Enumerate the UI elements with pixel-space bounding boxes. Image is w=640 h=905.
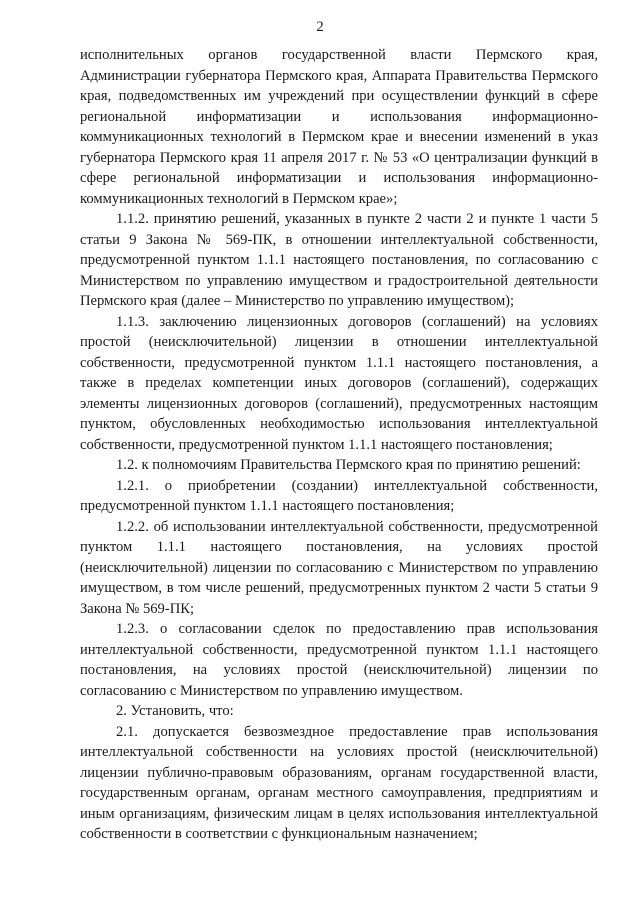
paragraph-1-1-3: 1.1.3. заключению лицензионных договоров (соглашений) на условиях простой (неисключительной) лицензии в отношении интеллектуальной собственности, предусмотренной пунктом 1.1.1 настоящего постановления, а также в пределах компетенции иных договоров (соглашений), содержащих элементы лицензионных договоров (соглашений), предусмотренных настоящим пунктом, обусловленных необходимостью использования интеллектуальной собственности, предусмотренной пунктом 1.1.1 настоящего постановления; (80, 313, 598, 453)
paragraph-1-2: 1.2. к полномочиям Правительства Пермского края по принятию решений: (116, 457, 581, 473)
document-body (80, 45, 598, 845)
page-number: 2 (316, 19, 324, 35)
paragraph-2: 2. Установить, что: (116, 703, 234, 719)
paragraph-1-2-2: 1.2.2. об использовании интеллектуальной собственности, предусмотренной пунктом 1.1.1 настоящего постановления, на условиях простой (неисключительной) лицензии по согласованию с Министерством по управлению имуществом, в том числе решений, предусмотренных пунктом 2 части 5 статьи 9 Закона № 569-ПК; (80, 518, 598, 617)
paragraph-1-2-3: 1.2.3. о согласовании сделок по предоставлению прав использования интеллектуальной собственности, предусмотренной пунктом 1.1.1 настоящего постановления, на условиях простой (неисключительной) лицензии по согласованию с Министерством по управлению имуществом. (80, 621, 598, 699)
paragraph-2-1: 2.1. допускается безвозмездное предоставление прав использования интеллектуальной собственности на условиях простой (неисключительной) лицензии публично-правовым образованиям, органам государственной власти, государственным органам, органам местного самоуправления, предприятиям и иным организациям, физическим лицам в целях использования интеллектуальной собственности в соответствии с функциональным назначением; (80, 723, 598, 842)
paragraph-1-1-2: 1.1.2. принятию решений, указанных в пункте 2 части 2 и пункте 1 части 5 статьи 9 Закона № 569-ПК, в отношении интеллектуальной собственности, предусмотренной пунктом 1.1.1 настоящего постановления, по согласованию с Министерством по управлению имуществом и градостроительной деятельности Пермского края (далее – Министерство по управлению имуществом); (80, 211, 598, 309)
paragraph-continuation: исполнительных органов государственной власти Пермского края, Администрации губернатора Пермского края, Аппарата Правительства Пермского края, подведомственных им учреждений при осуществлении функций в сфере региональной информатизации и использования информационно-коммуникационных технологий в Пермском крае и внесении изменений в указ губернатора Пермского края 11 апреля 2017 г. № 53 «О централизации функций в сфере региональной информатизации и использования информационно-коммуникационных технологий в Пермском крае»; (80, 47, 598, 207)
paragraph-1-2-1: 1.2.1. о приобретении (создании) интеллектуальной собственности, предусмотренной пунктом 1.1.1 настоящего постановления; (80, 477, 598, 514)
